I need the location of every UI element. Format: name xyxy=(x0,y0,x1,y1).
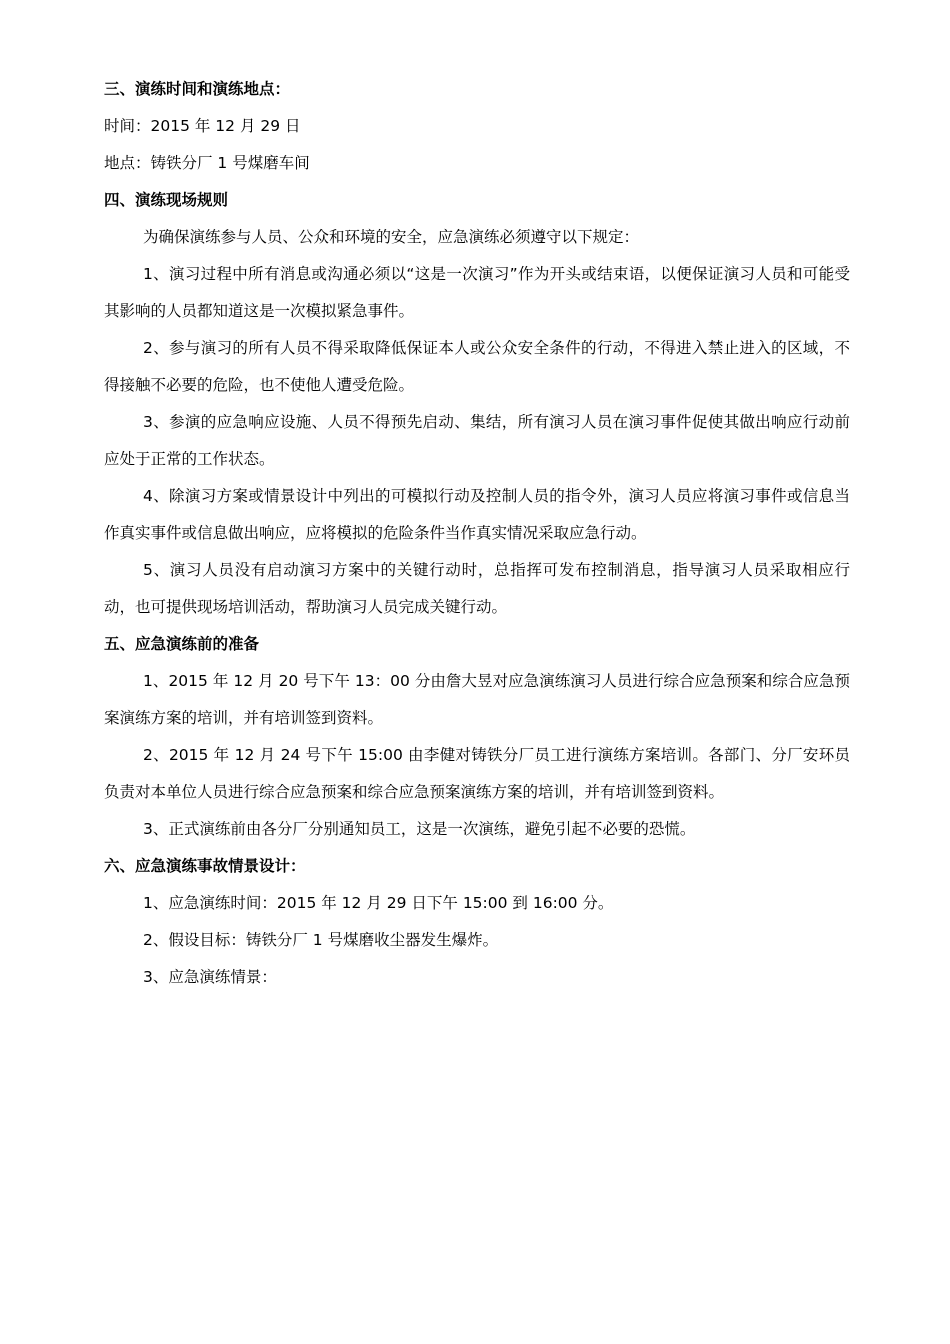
drill-time: 时间：2015 年 12 月 29 日 xyxy=(104,117,301,135)
rule-item: 2、参与演习的所有人员不得采取降低保证本人或公众安全条件的行动，不得进入禁止进入的区域，不得接触不必要的危险，也不使他人遭受危险。 xyxy=(104,339,850,394)
section-3-heading: 三、演练时间和演练地点： xyxy=(104,80,291,98)
scenario-item: 3、应急演练情景： xyxy=(143,968,277,986)
rules-intro: 为确保演练参与人员、公众和环境的安全，应急演练必须遵守以下规定： xyxy=(143,228,640,246)
preparation-item: 1、2015 年 12 月 20 号下午 13：00 分由詹大昱对应急演练演习人员进行综合应急预案和综合应急预案演练方案的培训，并有培训签到资料。 xyxy=(104,672,850,727)
drill-location: 地点：铸铁分厂 1 号煤磨车间 xyxy=(104,154,310,172)
scenario-item: 2、假设目标：铸铁分厂 1 号煤磨收尘器发生爆炸。 xyxy=(143,931,499,949)
preparation-item: 3、正式演练前由各分厂分别通知员工，这是一次演练，避免引起不必要的恐慌。 xyxy=(143,820,696,838)
rule-item: 4、除演习方案或情景设计中列出的可模拟行动及控制人员的指令外，演习人员应将演习事件或信息当作真实事件或信息做出响应，应将模拟的危险条件当作真实情况采取应急行动。 xyxy=(104,487,850,542)
section-4-heading: 四、演练现场规则 xyxy=(104,191,229,209)
preparation-item: 2、2015 年 12 月 24 号下午 15:00 由李健对铸铁分厂员工进行演练方案培训。各部门、分厂安环员负责对本单位人员进行综合应急预案和综合应急预案演练方案的培训，并有培训签到资料。 xyxy=(104,746,850,801)
document-body xyxy=(104,71,850,996)
scenario-item: 1、应急演练时间：2015 年 12 月 29 日下午 15:00 到 16:00 分。 xyxy=(143,894,614,912)
rule-item: 5、演习人员没有启动演习方案中的关键行动时，总指挥可发布控制消息，指导演习人员采取相应行动，也可提供现场培训活动，帮助演习人员完成关键行动。 xyxy=(104,561,850,616)
section-5-heading: 五、应急演练前的准备 xyxy=(104,635,260,653)
rule-item: 1、演习过程中所有消息或沟通必须以“这是一次演习”作为开头或结束语，以便保证演习人员和可能受其影响的人员都知道这是一次模拟紧急事件。 xyxy=(104,265,850,320)
rule-item: 3、参演的应急响应设施、人员不得预先启动、集结，所有演习人员在演习事件促使其做出响应行动前应处于正常的工作状态。 xyxy=(104,413,850,468)
section-6-heading: 六、应急演练事故情景设计： xyxy=(104,857,306,875)
